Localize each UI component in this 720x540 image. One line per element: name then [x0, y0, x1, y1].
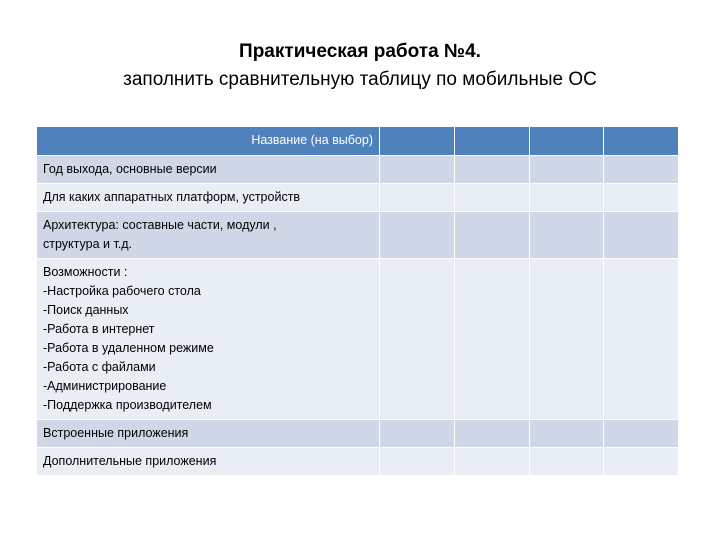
title-line-1: Практическая работа №4.: [239, 41, 481, 62]
row-label-platforms: Для каких аппаратных платформ, устройств: [37, 184, 380, 212]
table-cell: [454, 184, 529, 212]
table-cell: [604, 259, 679, 420]
table-header-row: [37, 127, 679, 156]
table-row: [37, 448, 679, 476]
table-cell: [529, 420, 604, 448]
table-cell: [454, 448, 529, 476]
comparison-table: [36, 126, 679, 476]
slide-title: [0, 38, 720, 94]
table-row: [37, 156, 679, 184]
table-cell: [380, 212, 455, 259]
row-label-extra-apps: Дополнительные приложения: [37, 448, 380, 476]
table-row: [37, 420, 679, 448]
row-label-builtin-apps: Встроенные приложения: [37, 420, 380, 448]
table-row: [37, 212, 679, 259]
row-label-release-year: Год выхода, основные версии: [37, 156, 380, 184]
table-cell: [380, 420, 455, 448]
table-cell: [604, 420, 679, 448]
table-cell: [529, 156, 604, 184]
table-cell: [529, 212, 604, 259]
row-label-architecture: Архитектура: составные части, модули , структура и т.д.: [37, 212, 380, 259]
table-cell: [380, 448, 455, 476]
table-cell: [529, 448, 604, 476]
table-cell: [454, 156, 529, 184]
table-cell: [380, 259, 455, 420]
table-cell: [380, 184, 455, 212]
table-cell: [454, 420, 529, 448]
table-cell: [529, 259, 604, 420]
table-cell: [454, 259, 529, 420]
header-os-cell-4: [604, 127, 679, 156]
header-os-cell-3: [529, 127, 604, 156]
table-row: [37, 259, 679, 420]
table-cell: [604, 448, 679, 476]
table-cell: [454, 212, 529, 259]
table-cell: [529, 184, 604, 212]
table-cell: [380, 156, 455, 184]
header-os-cell-2: [454, 127, 529, 156]
title-line-2: заполнить сравнительную таблицу по мобильные ОС: [123, 69, 597, 90]
table-cell: [604, 212, 679, 259]
table-cell: [604, 156, 679, 184]
row-label-capabilities: Возможности : -Настройка рабочего стола -Поиск данных -Работа в интернет -Работа в удаленном режиме -Работа с файлами -Администрирование -Поддержка производителем: [37, 259, 380, 420]
header-os-cell-1: [380, 127, 455, 156]
table-row: [37, 184, 679, 212]
header-name-cell: Название (на выбор): [37, 127, 380, 156]
table-cell: [604, 184, 679, 212]
